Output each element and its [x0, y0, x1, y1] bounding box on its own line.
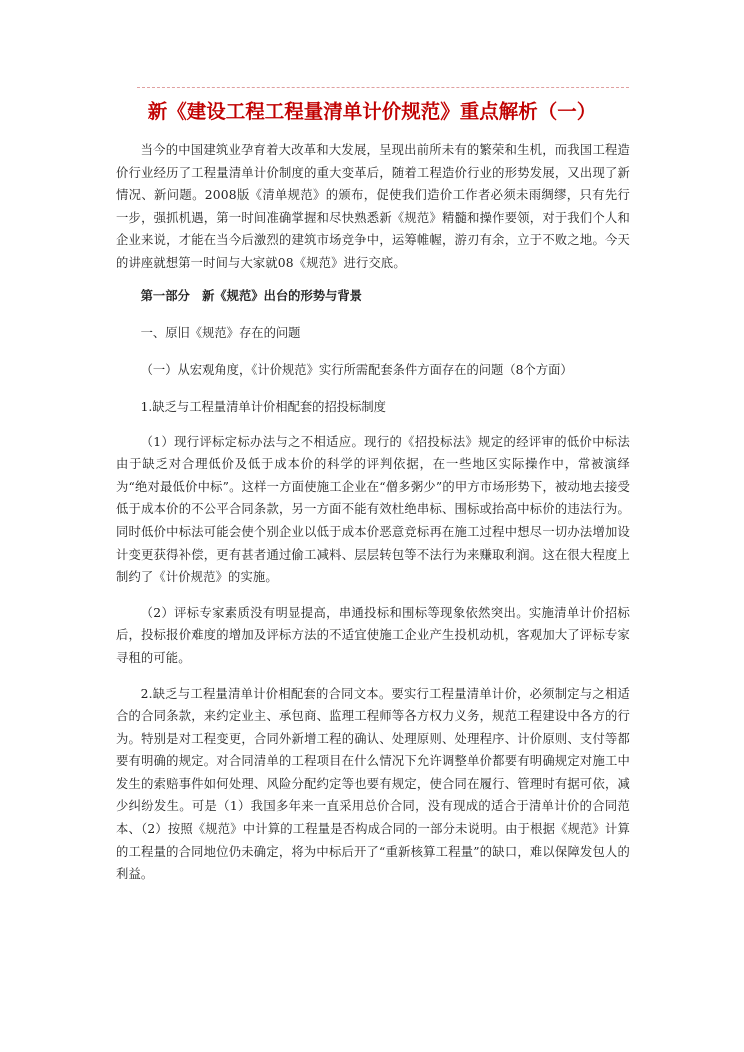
part1-heading: 第一部分 新《规范》出台的形势与背景 [140, 288, 362, 303]
header-dashed-rule [137, 87, 629, 88]
document-body [116, 139, 630, 886]
item1-paragraph-1: （1）现行评标定标办法与之不相适应。现行的《招投标法》规定的经评审的低价中标法由于缺乏对合理低价及低于成本价的科学的评判依据，在一些地区实际操作中，常被演绎为“绝对最低价中标”。这样一方面使施工企业在“僧多粥少”的甲方市场形势下，被动地去接受低于成本价的不公平合同条款，另一方面不能有效杜绝串标、围标或抬高中标价的违法行为。同时低价中标法可能会使个别企业以低于成本价恶意竞标再在施工过程中想尽一切办法增加设计变更获得补偿，更有甚者通过偷工减料、层层转包等不法行为来赚取利润。这在很大程度上制约了《计价规范》的实施。 [116, 434, 630, 585]
item1-paragraph-2: （2）评标专家素质没有明显提高，串通投标和围标等现象依然突出。实施清单计价招标后，投标报价难度的增加及评标方法的不适宜使施工企业产生投机动机，客观加大了评标专家寻租的可能。 [116, 605, 630, 665]
document-title: 新《建设工程工程量清单计价规范》重点解析（一） [147, 100, 597, 123]
subsection1-heading: （一）从宏观角度，《计价规范》实行所需配套条件方面存在的问题（8个方面） [140, 362, 573, 377]
item2-paragraph: 2.缺乏与工程量清单计价相配套的合同文本。要实行工程量清单计价，必须制定与之相适合的合同条款，来约定业主、承包商、监理工程师等各方权力义务，规范工程建设中各方的行为。特别是对工程变更，合同外新增工程的确认、处理原则、处理程序、计价原则、支付等都要有明确的规定。对合同清单的工程项目在什么情况下允许调整单价都要有明确规定对施工中发生的索赔事件如何处理、风险分配约定等也要有规定，使合同在履行、管理时有据可依，减少纠纷发生。可是（1）我国多年来一直采用总价合同，没有现成的适合于清单计价的合同范本、（2）按照《规范》中计算的工程量是否构成合同的一部分未说明。由于根据《规范》计算的工程量的合同地位仍未确定，将为中标后开了“重新核算工程量”的缺口，难以保障发包人的利益。 [116, 686, 630, 882]
item1-heading: 1.缺乏与工程量清单计价相配套的招投标制度 [140, 399, 386, 414]
section1-heading: 一、原旧《规范》存在的问题 [140, 325, 301, 340]
intro-paragraph: 当今的中国建筑业孕育着大改革和大发展，呈现出前所未有的繁荣和生机，而我国工程造价行业经历了工程量清单计价制度的重大变革后，随着工程造价行业的形势发展，又出现了新情况、新问题。2008版《清单规范》的颁布，促使我们造价工作者必须未雨绸缪，只有先行一步，强抓机遇，第一时间准确掌握和尽快熟悉新《规范》精髓和操作要领，对于我们个人和企业来说，才能在当今后激烈的建筑市场竞争中，运筹帷幄，游刃有余，立于不败之地。今天的讲座就想第一时间与大家就08《规范》进行交底。 [116, 143, 630, 270]
